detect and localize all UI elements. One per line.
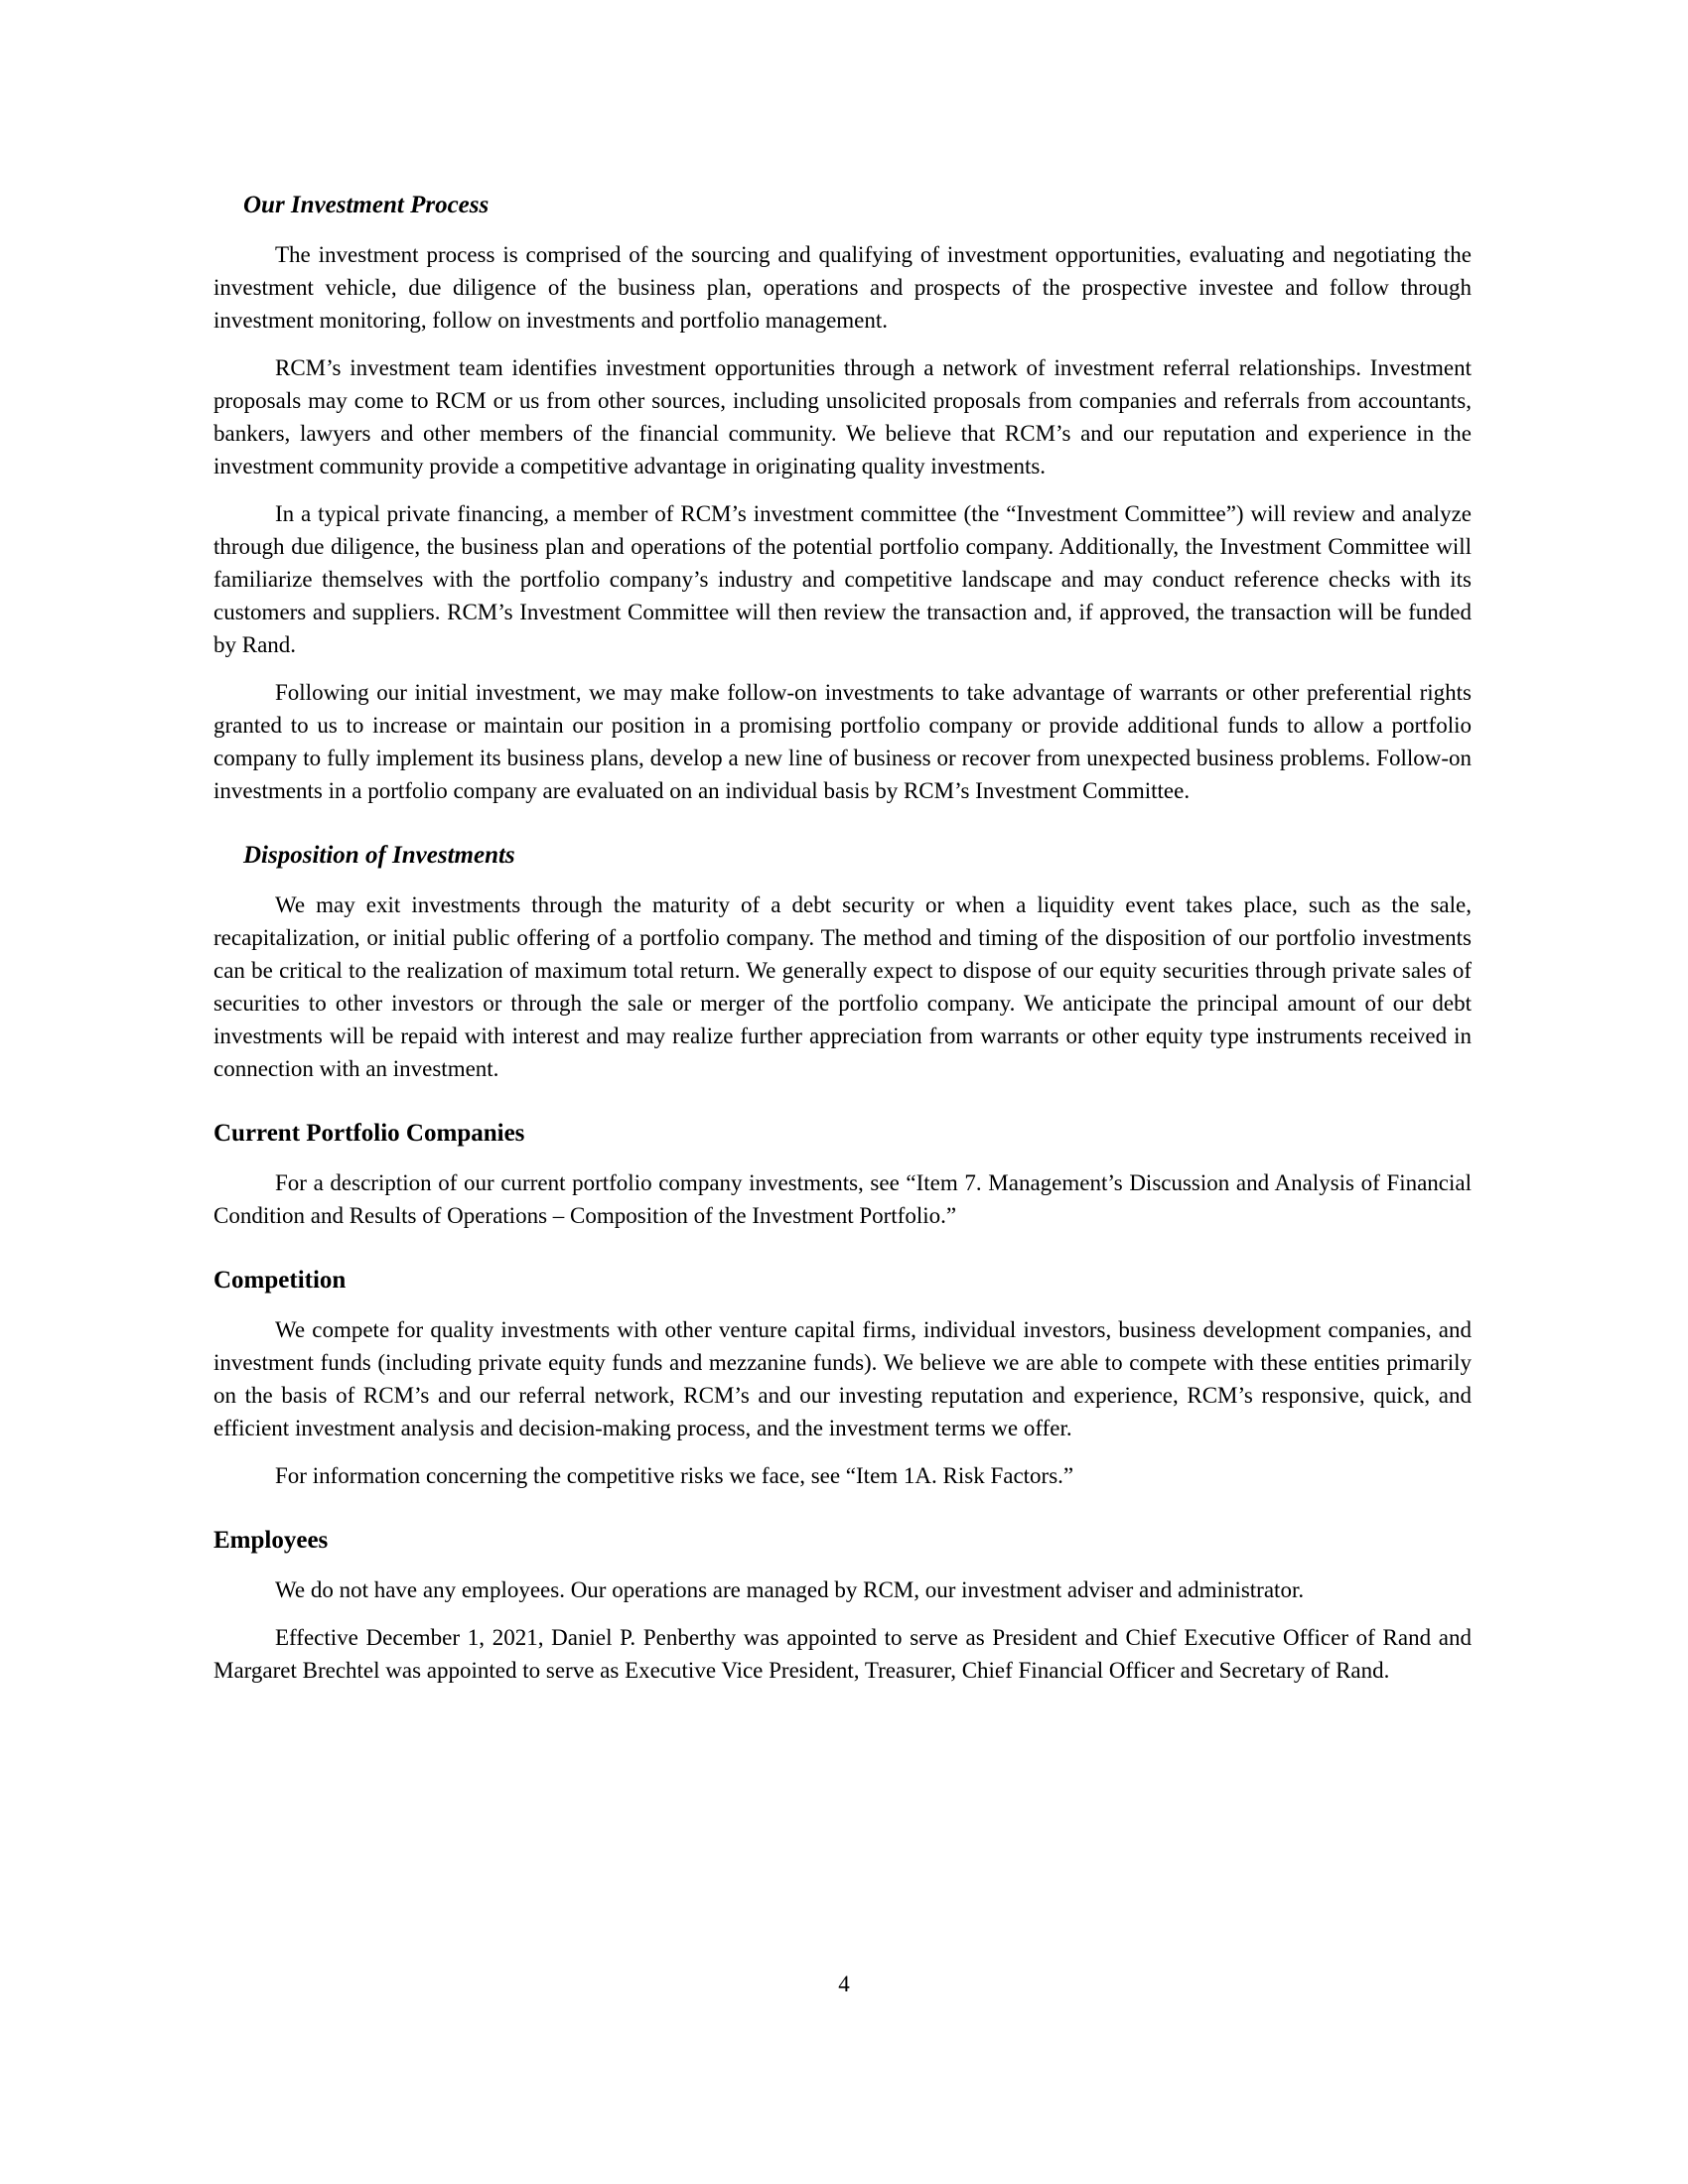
page-number: 4	[838, 1972, 850, 1996]
section-heading-current-portfolio-companies: Current Portfolio Companies	[213, 1120, 525, 1147]
paragraph-competition-overview: We compete for quality investments with other venture capital firms, individual investors, business development companies, and investment funds (including private equity funds and mezzanine funds). We believe we are able to compete with these entities primarily on the basis of RCM’s and our referral network, RCM’s and our investing reputation and experience, RCM’s responsive, quick, and efficient investment analysis and decision-making process, and the investment terms we offer.	[213, 1317, 1472, 1440]
section-heading-employees: Employees	[213, 1527, 329, 1554]
paragraph-investment-process-overview: The investment process is comprised of the sourcing and qualifying of investment opportunities, evaluating and negotiating the investment vehicle, due diligence of the business plan, operations and prospects of the prospective investee and follow through investment monitoring, follow on investments and portfolio management.	[213, 242, 1472, 333]
paragraph-investment-committee-review: In a typical private financing, a member of RCM’s investment committee (the “Investment Committee”) will review and analyze through due diligence, the business plan and operations of the potential portfolio company. Additionally, the Investment Committee will familiarize themselves with the portfolio company’s industry and competitive landscape and may conduct reference checks with its customers and suppliers. RCM’s Investment Committee will then review the transaction and, if approved, the transaction will be funded by Rand.	[213, 501, 1472, 657]
paragraph-no-employees: We do not have any employees. Our operations are managed by RCM, our investment adviser and administrator.	[275, 1577, 1305, 1602]
section-heading-our-investment-process: Our Investment Process	[243, 192, 490, 218]
section-heading-disposition-of-investments: Disposition of Investments	[243, 842, 515, 869]
paragraph-investment-team-referrals: RCM’s investment team identifies investment opportunities through a network of investment referral relationships. Investment proposals may come to RCM or us from other sources, including unsolicited proposals from companies and referrals from accountants, bankers, lawyers and other members of the financial community. We believe that RCM’s and our reputation and experience in the investment community provide a competitive advantage in originating quality investments.	[213, 355, 1472, 478]
paragraph-competitive-risks-reference: For information concerning the competitive risks we face, see “Item 1A. Risk Factors.”	[275, 1463, 1074, 1488]
document-body	[213, 189, 1472, 1702]
paragraph-portfolio-description-reference: For a description of our current portfolio company investments, see “Item 7. Management’s Discussion and Analysis of Financial Condition and Results of Operations – Composition of the Investment Portfolio.”	[213, 1170, 1472, 1228]
section-heading-competition: Competition	[213, 1267, 347, 1294]
paragraph-follow-on-investments: Following our initial investment, we may make follow-on investments to take advantage of warrants or other preferential rights granted to us to increase or maintain our position in a promising portfolio company or provide additional funds to allow a portfolio company to fully implement its business plans, develop a new line of business or recover from unexpected business problems. Follow-on investments in a portfolio company are evaluated on an individual basis by RCM’s Investment Committee.	[213, 680, 1472, 803]
paragraph-officer-appointments: Effective December 1, 2021, Daniel P. Penberthy was appointed to serve as President and Chief Executive Officer of Rand and Margaret Brechtel was appointed to serve as Executive Vice President, Treasurer, Chief Financial Officer and Secretary of Rand.	[213, 1625, 1472, 1683]
paragraph-exit-investments: We may exit investments through the maturity of a debt security or when a liquidity event takes place, such as the sale, recapitalization, or initial public offering of a portfolio company. The method and timing of the disposition of our portfolio investments can be critical to the realization of maximum total return. We generally expect to dispose of our equity securities through private sales of securities to other investors or through the sale or merger of the portfolio company. We anticipate the principal amount of our debt investments will be repaid with interest and may realize further appreciation from warrants or other equity type instruments received in connection with an investment.	[213, 892, 1472, 1081]
